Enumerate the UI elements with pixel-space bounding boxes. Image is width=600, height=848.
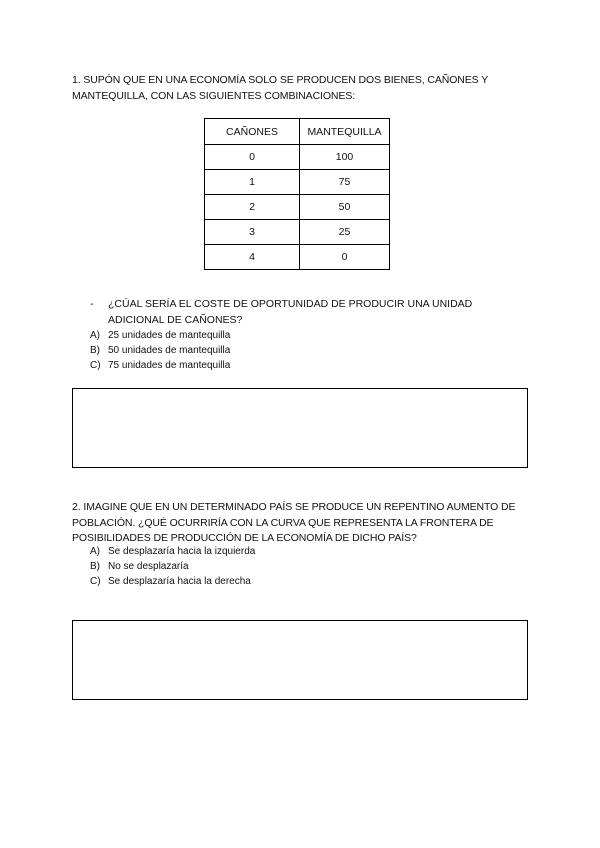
option-text: Se desplazaría hacia la izquierda	[108, 546, 256, 557]
question-2-options	[90, 544, 255, 589]
table-cell: 50	[300, 195, 390, 220]
list-dash-marker: -	[90, 298, 94, 310]
table-row	[205, 145, 390, 170]
option-text: Se desplazaría hacia la derecha	[108, 576, 251, 587]
option-text: No se desplazaría	[108, 561, 189, 572]
answer-box-1[interactable]	[72, 388, 528, 468]
option-text: 25 unidades de mantequilla	[108, 330, 231, 341]
option-a	[90, 328, 230, 343]
cannons-butter-table	[204, 118, 390, 270]
option-letter: C)	[90, 576, 101, 587]
table-row	[205, 195, 390, 220]
table-cell: 1	[205, 170, 300, 195]
table-cell: 4	[205, 245, 300, 270]
question-2-text: 2. IMAGINE QUE EN UN DETERMINADO PAÍS SE PRODUCE UN REPENTINO AUMENTO DE POBLACIÓN. ¿QUÉ OCURRIRÍA CON LA CURVA QUE REPRESENTA LA FRONTERA DE POSIBILIDADES DE PRODUCCIÓN DE LA ECONOMÍA DE DICHO PAÍS?	[72, 501, 516, 544]
table-row	[205, 245, 390, 270]
table-cell: 100	[300, 145, 390, 170]
option-letter: B)	[90, 345, 100, 356]
subquestion-1-text: ¿CÚAL SERÍA EL COSTE DE OPORTUNIDAD DE PRODUCIR UNA UNIDAD ADICIONAL DE CAÑONES?	[108, 298, 473, 326]
table-cell: 25	[300, 220, 390, 245]
option-text: 75 unidades de mantequilla	[108, 360, 231, 371]
answer-box-2[interactable]	[72, 620, 528, 700]
table-cell: 3	[205, 220, 300, 245]
column-header-mantequilla: MANTEQUILLA	[300, 119, 390, 145]
option-b	[90, 559, 255, 574]
subquestion-1	[90, 297, 530, 328]
question-1-text: 1. SUPÓN QUE EN UNA ECONOMÍA SOLO SE PRODUCEN DOS BIENES, CAÑONES Y MANTEQUILLA, CON LAS SIGUIENTES COMBINACIONES:	[72, 74, 488, 102]
table-row	[205, 220, 390, 245]
table-row	[205, 170, 390, 195]
option-letter: A)	[90, 546, 100, 557]
question-1-options	[90, 328, 230, 373]
table-cell: 0	[205, 145, 300, 170]
option-a	[90, 544, 255, 559]
option-letter: B)	[90, 561, 100, 572]
table-cell: 0	[300, 245, 390, 270]
table-cell: 2	[205, 195, 300, 220]
option-c	[90, 574, 255, 589]
column-header-canones: CAÑONES	[205, 119, 300, 145]
option-letter: C)	[90, 360, 101, 371]
option-b	[90, 343, 230, 358]
option-text: 50 unidades de mantequilla	[108, 345, 231, 356]
option-letter: A)	[90, 330, 100, 341]
table-header-row	[205, 119, 390, 145]
option-c	[90, 358, 230, 373]
table-cell: 75	[300, 170, 390, 195]
